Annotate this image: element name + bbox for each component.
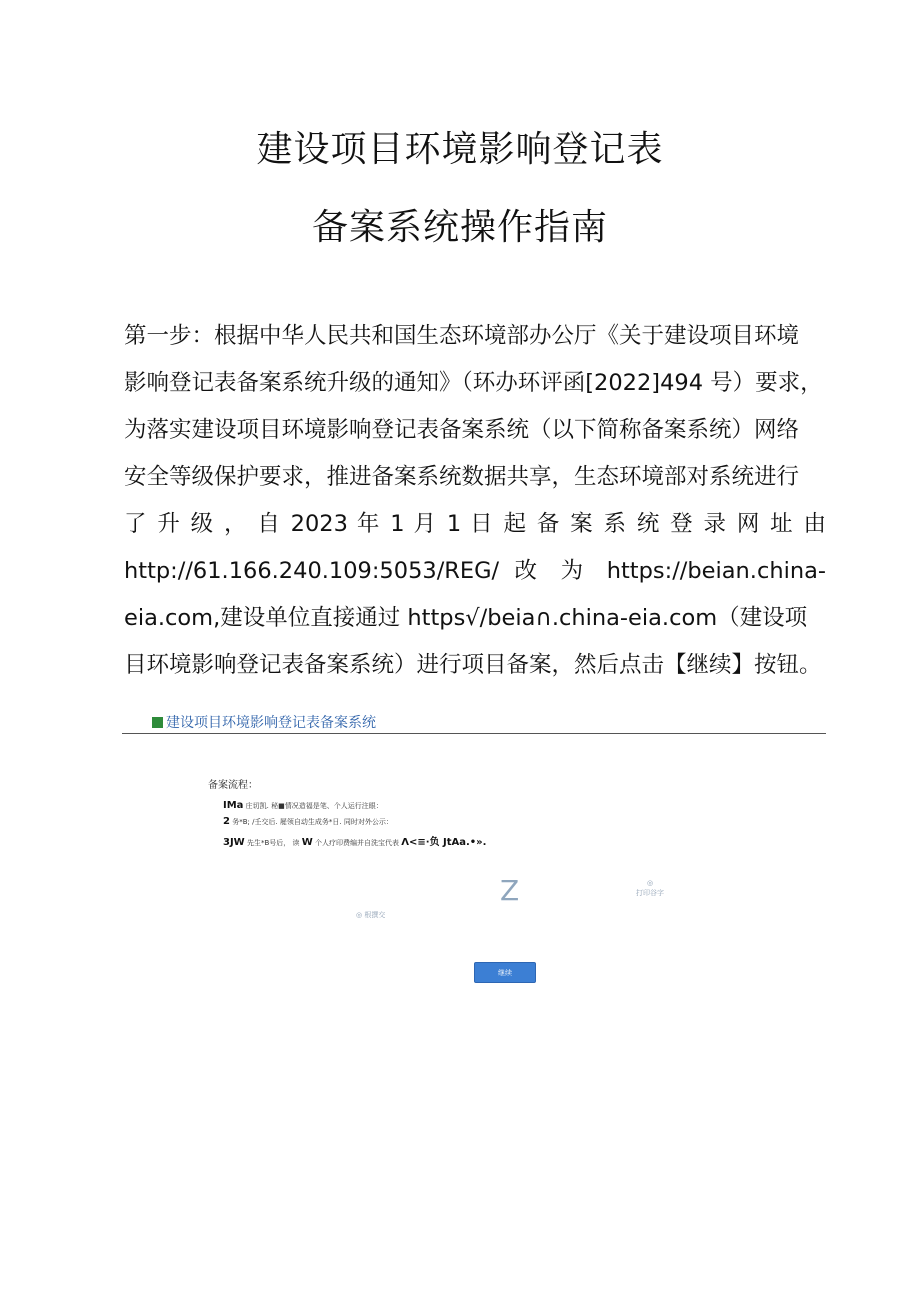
- paragraph-line: 第一步：根据中华人民共和国生态环境部办公厅《关于建设项目环境: [124, 323, 800, 349]
- flow-title: 备案流程：: [208, 780, 258, 791]
- flow-step: [223, 800, 383, 811]
- paragraph-line: 目环境影响登记表备案系统）进行项目备案，然后点击【继续】按钮。: [124, 652, 822, 678]
- paragraph-line: 影响登记表备案系统升级的通知》（环办环评函[2022]494 号）要求，: [124, 370, 823, 396]
- system-header-label: 建设项目环境影响登记表备案系统: [166, 715, 376, 731]
- paragraph-line: 为落实建设项目环境影响登记表备案系统（以下简称备案系统）网络: [124, 417, 800, 443]
- system-header: [152, 712, 376, 734]
- continue-button[interactable]: 继续: [474, 962, 536, 983]
- paragraph-line: http://61.166.240.109:5053/REG/ 改 为 https://beian.china-: [124, 558, 826, 584]
- instruction-paragraph: [124, 313, 826, 689]
- step-bold-mark: W: [301, 837, 313, 848]
- print-label: 打印谷字: [636, 889, 664, 897]
- step-number: 3JW: [223, 837, 245, 848]
- loading-icon: Z: [500, 874, 520, 907]
- step-bold-end: Λ<≡·负 JtAa.•».: [401, 837, 487, 848]
- step-text: 庄切凯. 秘■情况造福是笔、个人运行注眼：: [245, 802, 383, 810]
- paragraph-line: eia.com,建设单位直接通过 https√∕beia∩.china-eia.com（建设项: [124, 605, 808, 631]
- paragraph-line: 了 升 级 ， 自 2023 年 1 月 1 日 起 备 案 系 统 登 录 网 址 由: [124, 511, 826, 537]
- print-icon: ◎: [646, 879, 654, 887]
- step-number: IMa: [223, 800, 244, 811]
- header-divider: [122, 733, 826, 734]
- submit-note[interactable]: ◎ 根撰交: [356, 911, 386, 919]
- paragraph-line: 安全等级保护要求，推进备案系统数据共享，生态环境部对系统进行: [124, 464, 800, 490]
- document-title: 建设项目环境影响登记表: [256, 129, 664, 170]
- square-icon: [152, 717, 163, 728]
- step-text-cont: 个人疗印费编并自洗宝代表: [314, 839, 399, 847]
- step-number: 2: [223, 816, 230, 827]
- step-text: 务*B; ∕壬交后. 屣领自动生成务*日. 同时对外公示：: [232, 818, 393, 826]
- document-subtitle: 备案系统操作指南: [311, 207, 608, 248]
- flow-step: [223, 833, 486, 848]
- print-option[interactable]: [636, 878, 664, 898]
- step-text: 先生*B号后， 读: [246, 839, 300, 847]
- flow-step: [223, 816, 393, 827]
